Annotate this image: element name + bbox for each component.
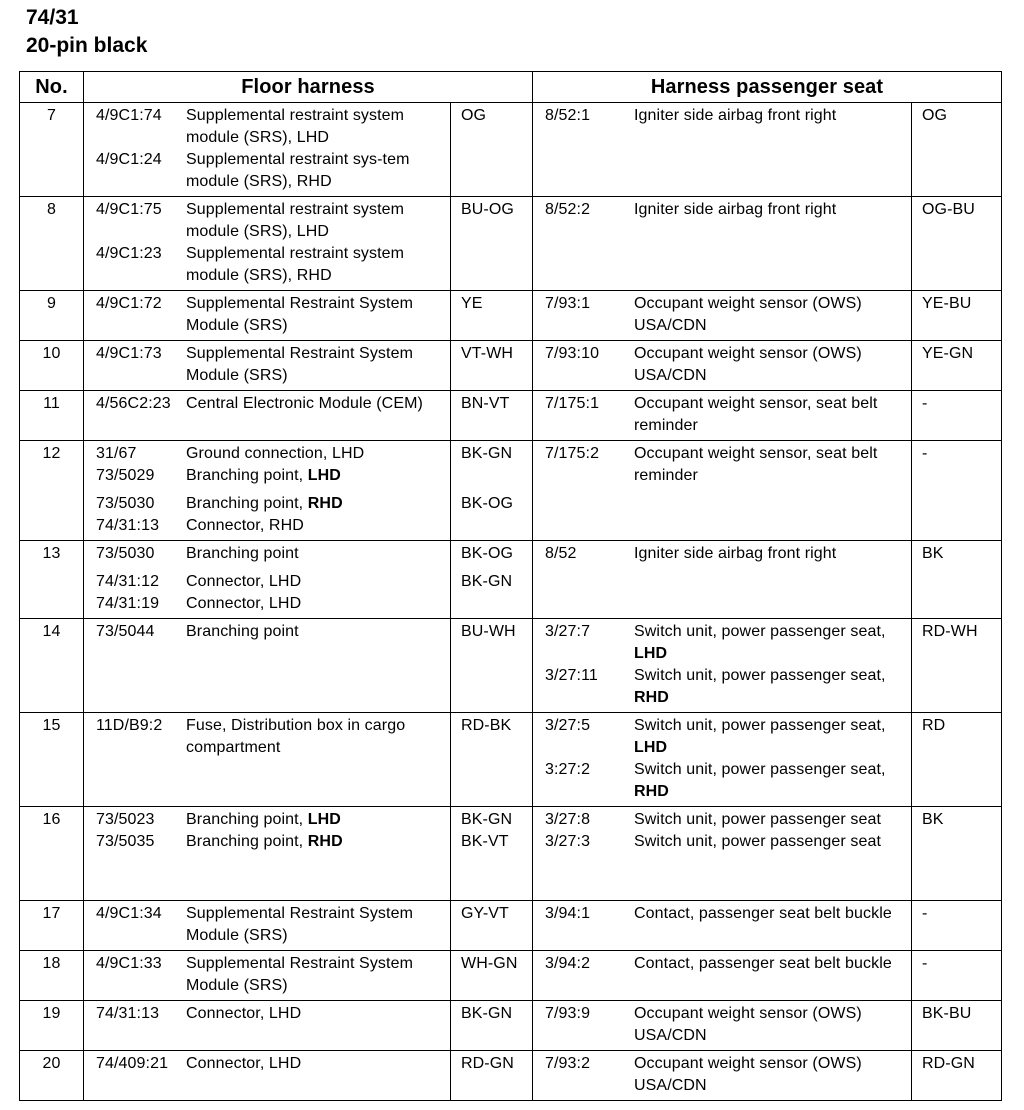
wire-color-cell	[912, 619, 1002, 713]
connector-pin-id: 8/52	[545, 545, 577, 562]
component-description: Igniter side airbag front right	[634, 545, 837, 562]
wire-color-cell	[912, 1001, 1002, 1051]
wire-color-cell	[451, 391, 533, 441]
wire-color: BK-OG	[461, 495, 514, 512]
passenger-seat-cell	[533, 1051, 912, 1101]
connection-entry	[533, 105, 911, 127]
wire-color-cell	[912, 197, 1002, 291]
wire-color-cell	[451, 541, 533, 619]
connector-pin-id: 7/93:9	[545, 1005, 591, 1022]
connector-pin-id: 4/9C1:74	[96, 107, 162, 124]
component-description: Connector, LHD	[186, 1055, 302, 1072]
connection-entry	[84, 1053, 450, 1075]
floor-harness-cell	[84, 541, 451, 619]
component-description: Branching point	[186, 545, 299, 562]
component-description: Occupant weight sensor (OWS) USA/CDN	[634, 345, 862, 384]
connector-pin-id: 73/5023	[96, 811, 155, 828]
passenger-seat-cell	[533, 807, 912, 901]
wire-color-cell	[912, 291, 1002, 341]
passenger-seat-cell	[533, 951, 912, 1001]
connector-pin-id: 3/27:5	[545, 717, 591, 734]
connector-pin-id: 3/27:11	[545, 667, 598, 684]
component-description: Supplemental restraint sys-tem module (SRS), RHD	[186, 151, 410, 190]
component-description: Contact, passenger seat belt buckle	[634, 955, 892, 972]
floor-harness-cell	[84, 619, 451, 713]
connector-pin-id: 3/27:8	[545, 811, 591, 828]
wire-color: RD-BK	[461, 717, 512, 734]
component-description: Igniter side airbag front right	[634, 107, 837, 124]
wire-color-cell	[912, 951, 1002, 1001]
floor-harness-cell	[84, 341, 451, 391]
component-description: Supplemental Restraint System Module (SRS)	[186, 955, 414, 994]
header-no: No.	[20, 72, 84, 103]
connector-pin-id: 7/175:1	[545, 395, 600, 412]
connector-pin-id: 73/5030	[96, 545, 155, 562]
passenger-seat-cell	[533, 341, 912, 391]
component-description: Occupant weight sensor, seat belt reminder	[634, 445, 878, 484]
wire-color-cell	[451, 1051, 533, 1101]
header-passenger-seat: Harness passenger seat	[533, 72, 1002, 103]
wire-color: BK-GN	[461, 573, 513, 590]
connector-pin-id: 8/52:1	[545, 107, 591, 124]
table-row	[20, 619, 1002, 713]
connection-entry	[533, 621, 911, 665]
pin-number: 12	[20, 441, 84, 541]
connector-pin-id: 4/9C1:73	[96, 345, 162, 362]
component-description: Switch unit, power passenger seat, LHD	[634, 623, 886, 662]
table-row	[20, 341, 1002, 391]
connection-entry	[84, 571, 450, 593]
pin-number: 13	[20, 541, 84, 619]
table-header-row	[20, 72, 1002, 103]
table-row	[20, 713, 1002, 807]
connector-pin-id: 74/31:12	[96, 573, 160, 590]
component-description: Connector, LHD	[186, 1005, 302, 1022]
wire-color: -	[922, 395, 928, 412]
wire-color: BK	[922, 545, 944, 562]
wire-color-cell	[451, 619, 533, 713]
pin-number: 15	[20, 713, 84, 807]
wire-color-cell	[912, 541, 1002, 619]
connector-id: 74/31	[26, 6, 79, 29]
component-description: Supplemental restraint system module (SRS), LHD	[186, 107, 405, 146]
pin-number: 14	[20, 619, 84, 713]
wire-color: YE-BU	[922, 295, 972, 312]
wire-color: BK-OG	[461, 545, 514, 562]
wire-color-cell	[451, 103, 533, 197]
passenger-seat-cell	[533, 713, 912, 807]
floor-harness-cell	[84, 901, 451, 951]
connection-entry	[533, 759, 911, 803]
connection-entry	[533, 199, 911, 221]
connector-pin-id: 4/56C2:23	[96, 395, 171, 412]
connector-pin-id: 4/9C1:72	[96, 295, 162, 312]
connector-pin-id: 74/409:21	[96, 1055, 169, 1072]
wire-color: OG-BU	[922, 201, 975, 218]
connection-entry	[84, 953, 450, 997]
component-description: Supplemental Restraint System Module (SRS)	[186, 295, 414, 334]
wire-color: VT-WH	[461, 345, 514, 362]
wire-color: BU-WH	[461, 623, 516, 640]
floor-harness-cell	[84, 1001, 451, 1051]
floor-harness-cell	[84, 103, 451, 197]
wire-color-cell	[912, 341, 1002, 391]
wire-color: -	[922, 955, 928, 972]
floor-harness-cell	[84, 441, 451, 541]
table-row	[20, 951, 1002, 1001]
component-description: Switch unit, power passenger seat	[634, 833, 881, 850]
connector-pin-id: 3/27:7	[545, 623, 591, 640]
wire-color-cell	[912, 901, 1002, 951]
wire-color: OG	[461, 107, 487, 124]
passenger-seat-cell	[533, 441, 912, 541]
wire-color: BU-OG	[461, 201, 514, 218]
component-description: Contact, passenger seat belt buckle	[634, 905, 892, 922]
component-description: Occupant weight sensor (OWS) USA/CDN	[634, 1005, 862, 1044]
floor-harness-cell	[84, 391, 451, 441]
connection-entry	[84, 809, 450, 831]
pin-number: 11	[20, 391, 84, 441]
connection-entry	[533, 343, 911, 387]
wire-color: BK-GN	[461, 445, 513, 462]
connection-entry	[84, 243, 450, 287]
component-description: Occupant weight sensor (OWS) USA/CDN	[634, 295, 862, 334]
connector-pin-id: 11D/B9:2	[96, 717, 163, 734]
pin-number: 9	[20, 291, 84, 341]
wire-color: BN-VT	[461, 395, 510, 412]
component-description: Supplemental restraint system module (SRS), RHD	[186, 245, 405, 284]
wire-color-cell	[912, 103, 1002, 197]
wire-color-cell	[451, 807, 533, 901]
wire-color-cell	[451, 341, 533, 391]
pin-number: 20	[20, 1051, 84, 1101]
component-description: Connector, LHD	[186, 573, 302, 590]
connector-pin-id: 7/93:2	[545, 1055, 591, 1072]
wire-color: BK	[922, 811, 944, 828]
wire-color: BK-BU	[922, 1005, 972, 1022]
pin-number: 18	[20, 951, 84, 1001]
component-description: Connector, RHD	[186, 517, 304, 534]
connection-entry	[84, 149, 450, 193]
wire-color-cell	[451, 441, 533, 541]
connector-pin-id: 73/5044	[96, 623, 155, 640]
connector-pin-id: 4/9C1:23	[96, 245, 162, 262]
passenger-seat-cell	[533, 391, 912, 441]
component-description: Branching point, RHD	[186, 495, 343, 512]
connection-entry	[84, 903, 450, 947]
floor-harness-cell	[84, 291, 451, 341]
connection-entry	[533, 809, 911, 831]
connection-entry	[533, 1003, 911, 1047]
table-row	[20, 197, 1002, 291]
table-row	[20, 291, 1002, 341]
component-description: Occupant weight sensor, seat belt reminder	[634, 395, 878, 434]
connector-pin-id: 4/9C1:34	[96, 905, 162, 922]
table-row	[20, 807, 1002, 901]
table-row	[20, 103, 1002, 197]
connector-pin-id: 3:27:2	[545, 761, 591, 778]
passenger-seat-cell	[533, 1001, 912, 1051]
connection-entry	[533, 293, 911, 337]
connection-entry	[84, 465, 450, 487]
wire-color: YE	[461, 295, 483, 312]
component-description: Occupant weight sensor (OWS) USA/CDN	[634, 1055, 862, 1094]
connection-entry	[84, 543, 450, 565]
wire-color: -	[922, 445, 928, 462]
floor-harness-cell	[84, 807, 451, 901]
component-description: Switch unit, power passenger seat	[634, 811, 881, 828]
component-description: Supplemental Restraint System Module (SRS)	[186, 905, 414, 944]
floor-harness-cell	[84, 1051, 451, 1101]
connector-pin-id: 3/27:3	[545, 833, 591, 850]
connection-entry	[533, 1053, 911, 1097]
connection-entry	[84, 343, 450, 387]
connection-entry	[533, 831, 911, 853]
wire-color-cell	[451, 901, 533, 951]
connector-pin-id: 74/31:13	[96, 1005, 160, 1022]
passenger-seat-cell	[533, 901, 912, 951]
connection-entry	[84, 621, 450, 643]
component-description: Supplemental restraint system module (SRS), LHD	[186, 201, 405, 240]
component-description: Branching point, LHD	[186, 467, 341, 484]
connection-entry	[84, 393, 450, 415]
header-floor-harness: Floor harness	[84, 72, 533, 103]
connection-entry	[533, 443, 911, 487]
component-description: Switch unit, power passenger seat, LHD	[634, 717, 886, 756]
table-body	[20, 103, 1002, 1101]
connector-pin-id: 3/94:2	[545, 955, 591, 972]
wire-color: BK-GN	[461, 1005, 513, 1022]
passenger-seat-cell	[533, 619, 912, 713]
pin-number: 17	[20, 901, 84, 951]
connector-pin-id: 73/5030	[96, 495, 155, 512]
component-description: Ground connection, LHD	[186, 445, 365, 462]
wire-color: RD-GN	[461, 1055, 514, 1072]
connector-pin-id: 73/5029	[96, 467, 155, 484]
connection-entry	[84, 293, 450, 337]
component-description: Connector, LHD	[186, 595, 302, 612]
wire-color: -	[922, 905, 928, 922]
connector-pin-id: 7/93:10	[545, 345, 600, 362]
wire-color: BK-GN	[461, 811, 513, 828]
component-description: Fuse, Distribution box in cargo compartment	[186, 717, 406, 756]
pin-table	[19, 71, 1002, 1101]
connector-pin-id: 74/31:19	[96, 595, 160, 612]
table-row	[20, 441, 1002, 541]
component-description: Supplemental Restraint System Module (SRS)	[186, 345, 414, 384]
component-description: Branching point	[186, 623, 299, 640]
wire-color: RD-WH	[922, 623, 978, 640]
component-description: Igniter side airbag front right	[634, 201, 837, 218]
connector-description: 20-pin black	[26, 34, 148, 57]
connector-pin-id: 7/175:2	[545, 445, 600, 462]
passenger-seat-cell	[533, 103, 912, 197]
connection-entry	[84, 105, 450, 149]
table-row	[20, 391, 1002, 441]
passenger-seat-cell	[533, 541, 912, 619]
connection-entry	[84, 831, 450, 853]
connector-pin-id: 4/9C1:75	[96, 201, 162, 218]
connection-entry	[84, 593, 450, 615]
wire-color-cell	[912, 391, 1002, 441]
passenger-seat-cell	[533, 291, 912, 341]
table-row	[20, 541, 1002, 619]
connector-pin-id: 8/52:2	[545, 201, 591, 218]
connector-pin-id: 73/5035	[96, 833, 155, 850]
floor-harness-cell	[84, 713, 451, 807]
floor-harness-cell	[84, 951, 451, 1001]
passenger-seat-cell	[533, 197, 912, 291]
component-description: Switch unit, power passenger seat, RHD	[634, 761, 886, 800]
wire-color-cell	[912, 441, 1002, 541]
connection-entry	[84, 493, 450, 515]
pin-number: 8	[20, 197, 84, 291]
wire-color-cell	[451, 1001, 533, 1051]
connection-entry	[84, 715, 450, 759]
connection-entry	[533, 953, 911, 975]
wire-color-cell	[451, 197, 533, 291]
wire-color-cell	[451, 291, 533, 341]
floor-harness-cell	[84, 197, 451, 291]
connector-pin-id: 4/9C1:24	[96, 151, 162, 168]
connection-entry	[84, 443, 450, 465]
wire-color-cell	[912, 807, 1002, 901]
wire-color: YE-GN	[922, 345, 974, 362]
connector-pin-id: 3/94:1	[545, 905, 591, 922]
table-row	[20, 901, 1002, 951]
wire-color: GY-VT	[461, 905, 509, 922]
connector-header	[26, 4, 147, 60]
wire-color: OG	[922, 107, 948, 124]
pin-number: 7	[20, 103, 84, 197]
component-description: Central Electronic Module (CEM)	[186, 395, 423, 412]
wire-color-cell	[912, 713, 1002, 807]
wire-color: RD	[922, 717, 946, 734]
connection-entry	[533, 543, 911, 565]
connector-pin-id: 74/31:13	[96, 517, 160, 534]
connection-entry	[533, 665, 911, 709]
wire-color-cell	[912, 1051, 1002, 1101]
wire-color-cell	[451, 713, 533, 807]
pin-number: 10	[20, 341, 84, 391]
connector-pin-id: 7/93:1	[545, 295, 591, 312]
component-description: Switch unit, power passenger seat, RHD	[634, 667, 886, 706]
wire-color-cell	[451, 951, 533, 1001]
connection-entry	[533, 393, 911, 437]
connection-entry	[84, 1003, 450, 1025]
connection-entry	[84, 199, 450, 243]
connector-pin-id: 31/67	[96, 445, 137, 462]
wire-color: BK-VT	[461, 833, 509, 850]
table-row	[20, 1051, 1002, 1101]
wire-color: RD-GN	[922, 1055, 975, 1072]
wire-color: WH-GN	[461, 955, 518, 972]
connection-entry	[84, 515, 450, 537]
pin-number: 16	[20, 807, 84, 901]
table-row	[20, 1001, 1002, 1051]
pin-number: 19	[20, 1001, 84, 1051]
component-description: Branching point, RHD	[186, 833, 343, 850]
connector-pin-id: 4/9C1:33	[96, 955, 162, 972]
connection-entry	[533, 715, 911, 759]
component-description: Branching point, LHD	[186, 811, 341, 828]
connection-entry	[533, 903, 911, 925]
